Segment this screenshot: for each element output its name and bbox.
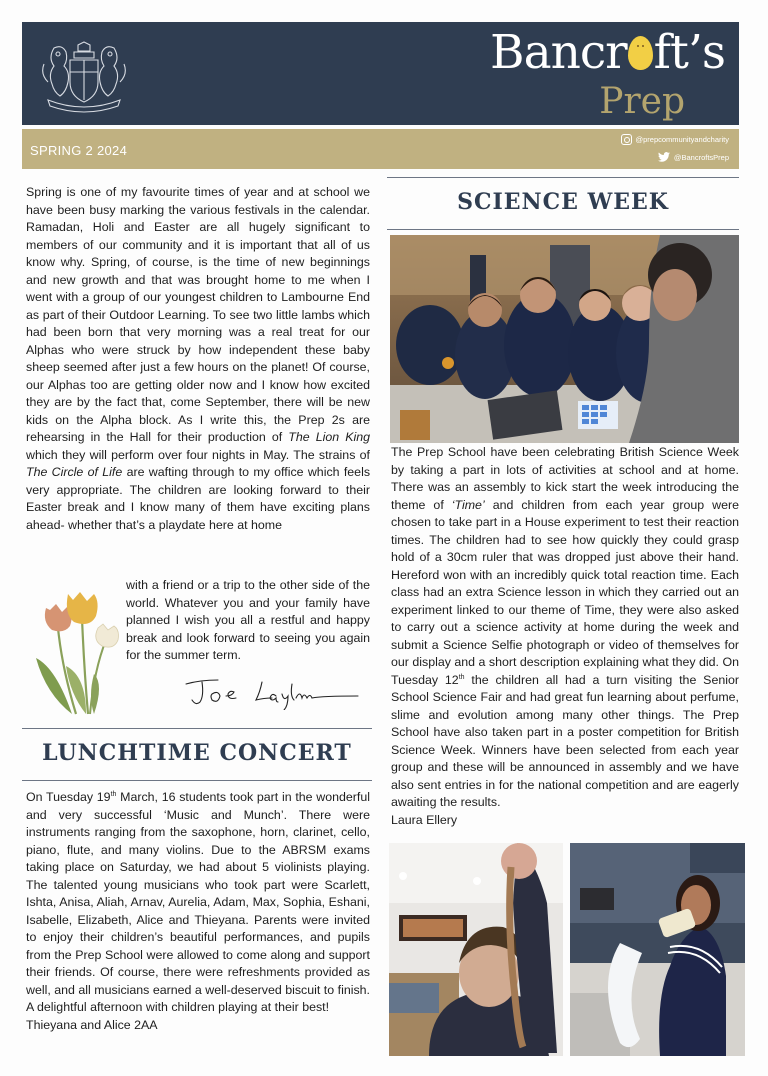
divider <box>387 229 739 230</box>
masthead <box>22 22 739 125</box>
lunchtime-concert-article <box>26 789 370 1034</box>
twitter-handle: @BancroftsPrep <box>673 152 729 162</box>
crest-icon <box>34 34 134 116</box>
intro-letter <box>26 184 370 534</box>
science-week-photo <box>390 235 739 443</box>
tulips-icon <box>28 588 128 718</box>
lunch-text-1: On Tuesday 19 <box>26 790 111 804</box>
divider <box>387 177 739 178</box>
lunch-text-2: March, 16 students took part in the wonderful and very successful ‘Music and Munch’. There were instruments ranging from the saxophone, horn, clarinet, cello, piano, flute, and many violins. Due to the ABRSM exams taking place on Saturday, we had about 5 violinists playing. The talented young musicians who took part were Scarlett, Ishta, Anisa, Aliah, Arnav, Aurelia, Adam, Max, Sophia, Eshani, Isabelle, Elizabeth, Alice and Thieyana. Parents were invited to enjoy their children’s beautiful performances, and pupils from the Prep School were allowed to come along and support their friends. Of course, there were refreshments provided as well, and all musicians earned a well-deserved biscuit to finish. A delightful afternoon with children playing at their best! <box>26 790 370 1014</box>
intro-text-3: are wafting through to my office which feels very appropriate. The children are looking forward to their Easter break and I know many of them have exciting plans ahead- whether that’s a playdate here at home <box>26 465 371 532</box>
twitter-icon <box>658 152 670 162</box>
lunchtime-concert-title: LUNCHTIME CONCERT <box>42 740 352 766</box>
instagram-link[interactable] <box>621 134 730 145</box>
divider <box>22 728 372 729</box>
twitter-link[interactable] <box>658 152 729 162</box>
signature <box>184 676 360 710</box>
brand-name-part1: Bancr <box>490 25 627 80</box>
science-text-3: the children all had a turn visiting the Senior School Science Fair and had great fun learning about perfume, slime and evolution among many other things. The Prep School have also taken part in a poster competition for British Science Week. Winners have been selected from each year group and these will be announced in assembly and we have also sent entries in for the national competition and are eagerly awaiting the results. <box>391 672 740 809</box>
lunch-sup: th <box>110 791 117 798</box>
science-italic-time: ‘Time’ <box>451 497 485 512</box>
lunch-author: Thieyana and Alice 2AA <box>26 1017 158 1032</box>
intro-text-2: which they will perform over four nights in May. The strains of <box>26 447 370 462</box>
instagram-handle: @prepcommunityandcharity <box>635 135 729 144</box>
egg-icon <box>628 36 653 70</box>
science-week-title: SCIENCE WEEK <box>457 189 669 215</box>
intro-italic-lion-king: The Lion King <box>288 430 371 444</box>
science-sup: th <box>458 673 465 681</box>
instagram-icon <box>621 134 632 145</box>
science-text-2: and children from each year group were chosen to take part in a House experiment to test their reaction times. The children had to see how quickly they could grasp hold of a 30cm ruler that was dropped just above their hand. Hereford won with an incredibly quick total reaction time. Each class had an extra Science lesson in which they carried out an experiment linked to our theme of Time, they were also asked to carry out a science activity at home during the week and submit a Science Selfie photograph or video of themselves for our display and a short description explaining what they did. On Tuesday 12 <box>391 497 740 687</box>
foam-experiment-photo <box>570 843 745 1056</box>
science-author: Laura Ellery <box>391 812 458 827</box>
slime-experiment-photo <box>389 843 563 1056</box>
brand-name-part2: ft’s <box>653 25 725 80</box>
science-text-1: The Prep School have been celebrating British Science Week by taking a part in lots of activities at school and at home. There was an assembly to kick start the week introducing the theme of <box>391 445 739 512</box>
intro-closing: with a friend or a trip to the other side of the world. Whatever you and your family have planned I wish you all a restful and happy break and look forward to seeing you again for the summer term. <box>126 578 370 662</box>
issue-band <box>22 129 739 169</box>
issue-term: SPRING 2 2024 <box>30 143 128 158</box>
brand-logo <box>490 24 725 122</box>
intro-text-1: Spring is one of my favourite times of year and at school we have been busy marking the various festivals in the calendar. Ramadan, Holi and Easter are all hugely significant to members of our community and it is important that all of us know why. Spring, of course, is the time of new beginnings and new growth and that was brought home to me when I went with a group of our youngest children to Lambourne End as part of their Outdoor Learning. To see two little lambs which had been born that very morning was a real treat for our Alphas who were struck by how independent these baby sheep seemed after just a few hours on the planet! Of course, our Alphas too are getting older now and I know how excited they are by the fact that, come September, there will be new kids on the Alpha block. As I write this, the Prep 2s are rehearsing in the Hall for their production of <box>26 185 370 444</box>
intro-italic-circle-of-life: The Circle of Life <box>26 465 123 479</box>
science-week-article <box>391 444 739 829</box>
brand-name <box>490 24 725 82</box>
divider <box>22 780 372 781</box>
brand-subtitle: Prep <box>599 81 685 122</box>
